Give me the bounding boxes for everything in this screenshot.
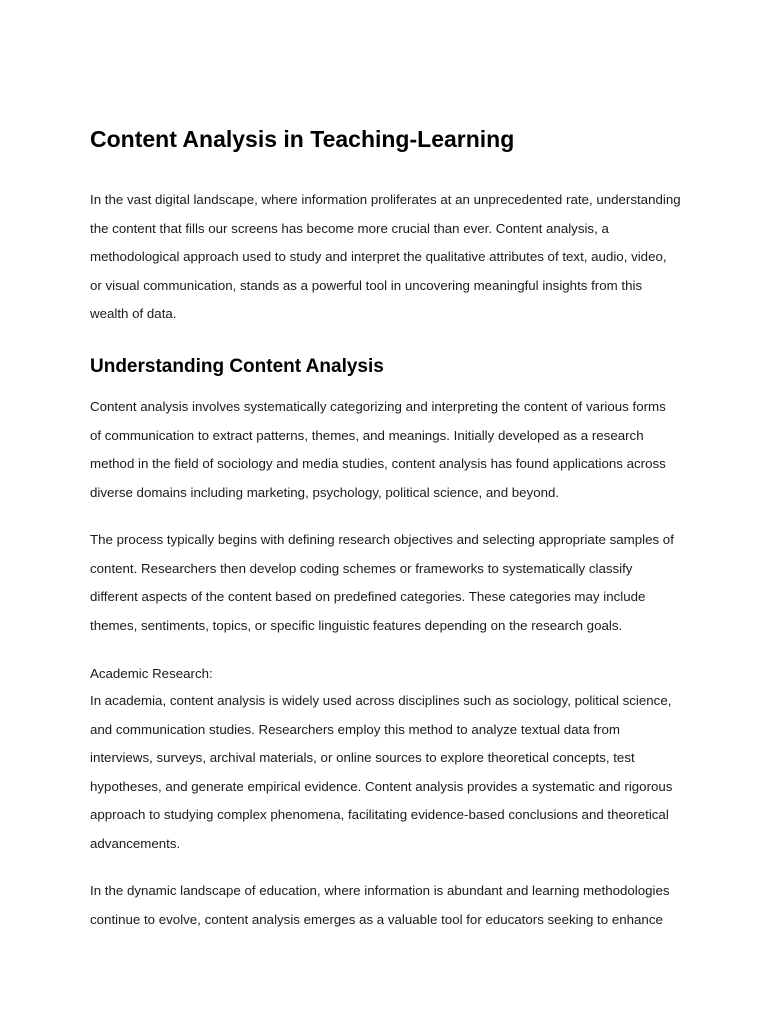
paragraph-definition [90,393,682,507]
paragraph-line: continue to evolve, content analysis emerges as a valuable tool for educators seeking to enhance [90,911,663,927]
paragraph-line: the content that fills our screens has become more crucial than ever. Content analysis, a [90,220,609,236]
intro-paragraph [90,186,682,329]
paragraph-line: interviews, surveys, archival materials, or online sources to explore theoretical concepts, test [90,750,635,766]
paragraph-process [90,526,682,640]
paragraph-line: Content analysis involves systematically categorizing and interpreting the content of various forms [90,399,666,414]
paragraph-line: approach to studying complex phenomena, facilitating evidence-based conclusions and theoretical [90,807,669,823]
paragraph-line: The process typically begins with defining research objectives and selecting appropriate samples of [90,532,674,547]
paragraph-line: different aspects of the content based on predefined categories. These categories may include [90,589,646,605]
paragraph-line: content. Researchers then develop coding schemes or frameworks to systematically classify [90,560,633,576]
paragraph-line: In academia, content analysis is widely used across disciplines such as sociology, political science, [90,693,672,708]
paragraph-line: themes, sentiments, topics, or specific linguistic features depending on the research goals. [90,617,623,633]
paragraph-line: and communication studies. Researchers employ this method to analyze textual data from [90,721,620,737]
academic-research-label: Academic Research: [90,666,213,681]
paragraph-line: hypotheses, and generate empirical evidence. Content analysis provides a systematic and rigorous [90,778,673,794]
paragraph-line: method in the field of sociology and media studies, content analysis has found applications across [90,456,666,472]
paragraph-line: of communication to extract patterns, themes, and meanings. Initially developed as a research [90,427,644,443]
paragraph-line: advancements. [90,835,181,851]
paragraph-line: methodological approach used to study and interpret the qualitative attributes of text, audio, video, [90,249,667,265]
paragraph-line: In the vast digital landscape, where information proliferates at an unprecedented rate, understanding [90,192,681,207]
document-title: Content Analysis in Teaching-Learning [90,126,515,152]
paragraph-education [90,877,682,934]
paragraph-line: diverse domains including marketing, psychology, political science, and beyond. [90,484,560,500]
paragraph-line: wealth of data. [90,306,177,322]
paragraph-academic [90,687,682,859]
paragraph-line: In the dynamic landscape of education, where information is abundant and learning methodologies [90,883,670,898]
section-heading: Understanding Content Analysis [90,356,384,377]
paragraph-line: or visual communication, stands as a powerful tool in uncovering meaningful insights from this [90,277,643,293]
